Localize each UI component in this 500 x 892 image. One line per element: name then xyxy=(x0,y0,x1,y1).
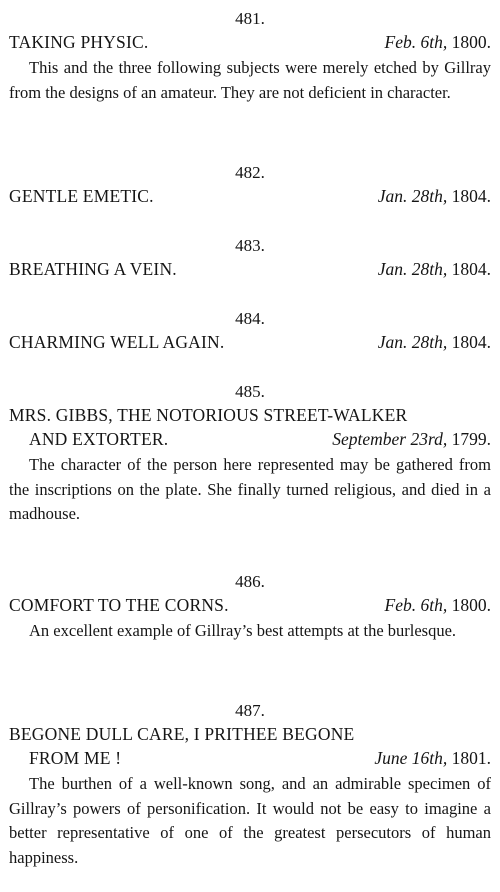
entry-heading-line2 xyxy=(0,427,500,451)
entry-481 xyxy=(0,8,500,105)
date-year: 1801. xyxy=(451,748,491,768)
entry-484 xyxy=(0,308,500,354)
entry-number: 487. xyxy=(235,701,265,720)
entry-heading-line1 xyxy=(0,722,500,746)
entry-date xyxy=(378,257,491,281)
entry-description: The burthen of a well-known song, and an admirable specimen of Gillray’s powers of personification. It would not be easy to imagine a better representative of one of the greatest persecutors of human happiness. xyxy=(9,774,491,867)
entry-485 xyxy=(0,381,500,527)
entry-number: 484. xyxy=(235,309,265,328)
entry-486 xyxy=(0,571,500,644)
entry-number: 482. xyxy=(235,163,265,182)
entry-title: COMFORT TO THE CORNS. xyxy=(9,595,229,615)
date-day: Feb. 6th, xyxy=(384,595,448,615)
entry-483 xyxy=(0,235,500,281)
date-day: Feb. 6th, xyxy=(384,32,448,52)
date-year: 1800. xyxy=(451,32,491,52)
entry-heading xyxy=(0,330,500,354)
date-year: 1804. xyxy=(451,332,491,352)
entry-date xyxy=(385,30,491,54)
entry-heading xyxy=(0,30,500,54)
entry-description: The character of the person here represented may be gathered from the inscriptions on the plate. She finally turned religious, and died in a madhouse. xyxy=(9,455,491,523)
entry-description: An excellent example of Gillray’s best attempts at the burlesque. xyxy=(29,621,457,640)
entry-title-continued: AND EXTORTER. xyxy=(29,429,169,449)
date-day: Jan. 28th, xyxy=(377,332,448,352)
entry-date xyxy=(378,184,491,208)
date-year: 1804. xyxy=(451,186,491,206)
date-year: 1804. xyxy=(451,259,491,279)
entry-date xyxy=(385,593,491,617)
entry-482 xyxy=(0,162,500,208)
entry-heading xyxy=(0,593,500,617)
entry-title: BEGONE DULL CARE, I PRITHEE BEGONE xyxy=(9,724,355,744)
entry-date xyxy=(378,330,491,354)
entry-487 xyxy=(0,700,500,870)
entry-number: 486. xyxy=(235,572,265,591)
entry-heading xyxy=(0,257,500,281)
date-day: June 16th, xyxy=(374,748,448,768)
entry-number: 485. xyxy=(235,382,265,401)
date-year: 1799. xyxy=(451,429,491,449)
entry-title: MRS. GIBBS, THE NOTORIOUS STREET-WALKER xyxy=(9,405,408,425)
date-day: September 23rd, xyxy=(332,429,448,449)
entry-date xyxy=(374,746,491,770)
entry-heading-line2 xyxy=(0,746,500,770)
entry-date xyxy=(332,427,491,451)
entry-title: TAKING PHYSIC. xyxy=(9,32,149,52)
entry-title: BREATHING A VEIN. xyxy=(9,259,177,279)
entry-heading xyxy=(0,184,500,208)
entry-title-continued: FROM ME ! xyxy=(29,748,122,768)
entry-number: 483. xyxy=(235,236,265,255)
entry-title: CHARMING WELL AGAIN. xyxy=(9,332,225,352)
date-day: Jan. 28th, xyxy=(377,186,448,206)
entry-heading-line1 xyxy=(0,403,500,427)
entry-title: GENTLE EMETIC. xyxy=(9,186,154,206)
entry-number: 481. xyxy=(235,9,265,28)
date-day: Jan. 28th, xyxy=(377,259,448,279)
entry-description: This and the three following subjects were merely etched by Gillray from the designs of an amateur. They are not deficient in character. xyxy=(9,58,491,102)
date-year: 1800. xyxy=(451,595,491,615)
